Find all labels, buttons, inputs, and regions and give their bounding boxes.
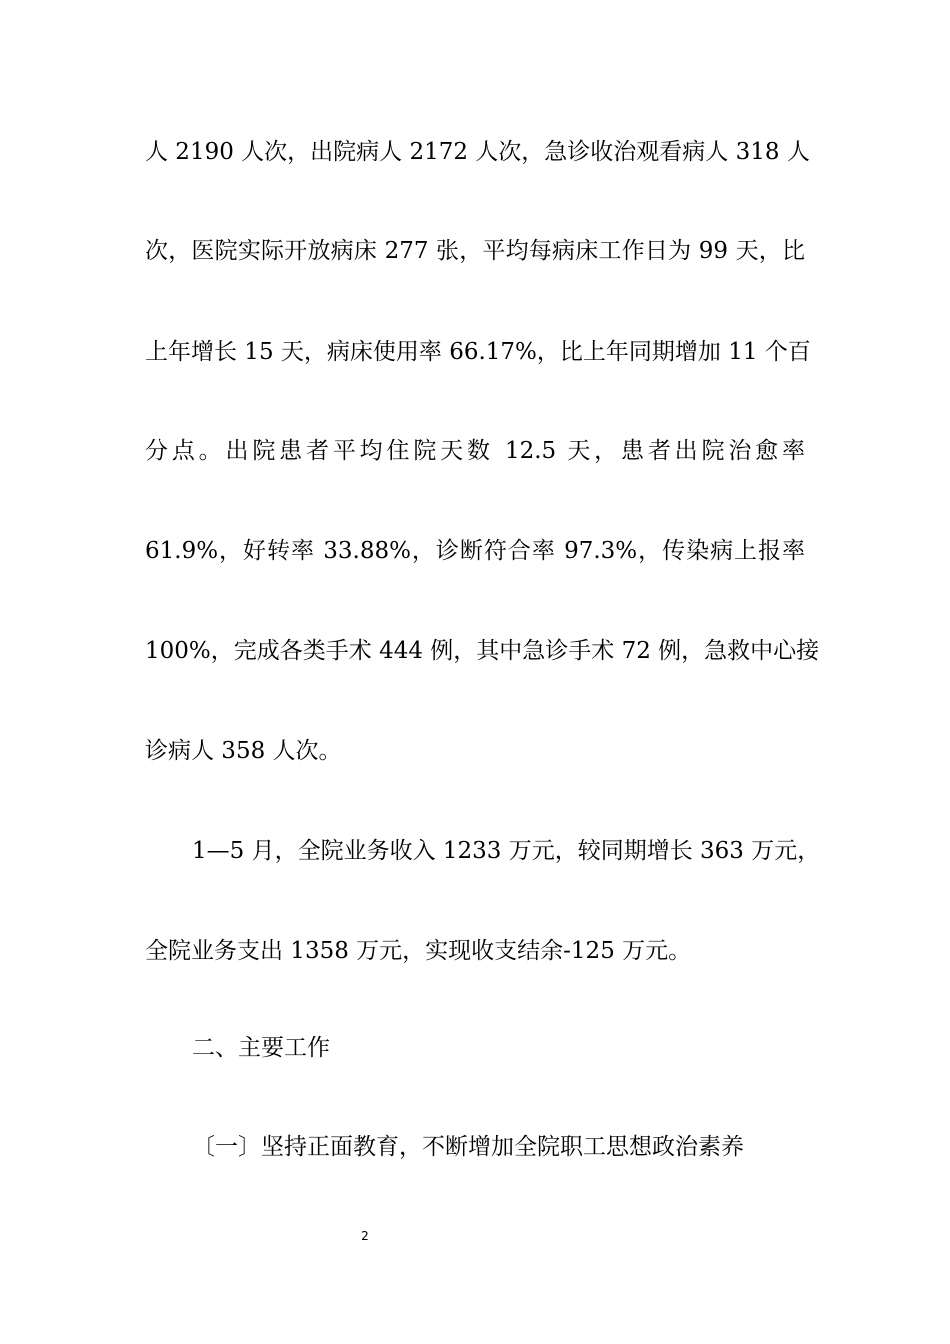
body-text-line-3: 上年增长 15 天，病床使用率 66.17%，比上年同期增加 11 个百 [145,339,811,365]
subsection-heading: 〔一〕坚持正面教育，不断增加全院职工思想政治素养 [192,1134,744,1160]
body-text-line-6: 100%，完成各类手术 444 例，其中急诊手术 72 例，急救中心接 [145,638,820,664]
body-text-line-9: 全院业务支出 1358 万元，实现收支结余-125 万元。 [145,938,692,964]
page-number: 2 [361,1229,369,1243]
body-text-line-5: 61.9%，好转率 33.88%，诊断符合率 97.3%，传染病上报率 [145,538,805,564]
body-text-line-8: 1—5 月，全院业务收入 1233 万元，较同期增长 363 万元， [192,838,821,864]
section-heading: 二、主要工作 [192,1035,330,1061]
body-text-line-7: 诊病人 358 人次。 [145,738,342,764]
body-text-line-1: 人 2190 人次，出院病人 2172 人次，急诊收治观看病人 318 人 [145,139,810,165]
body-text-line-2: 次，医院实际开放病床 277 张，平均每病床工作日为 99 天，比 [145,238,805,264]
body-text-line-4: 分点。出院患者平均住院天数 12.5 天，患者出院治愈率 [145,438,805,464]
